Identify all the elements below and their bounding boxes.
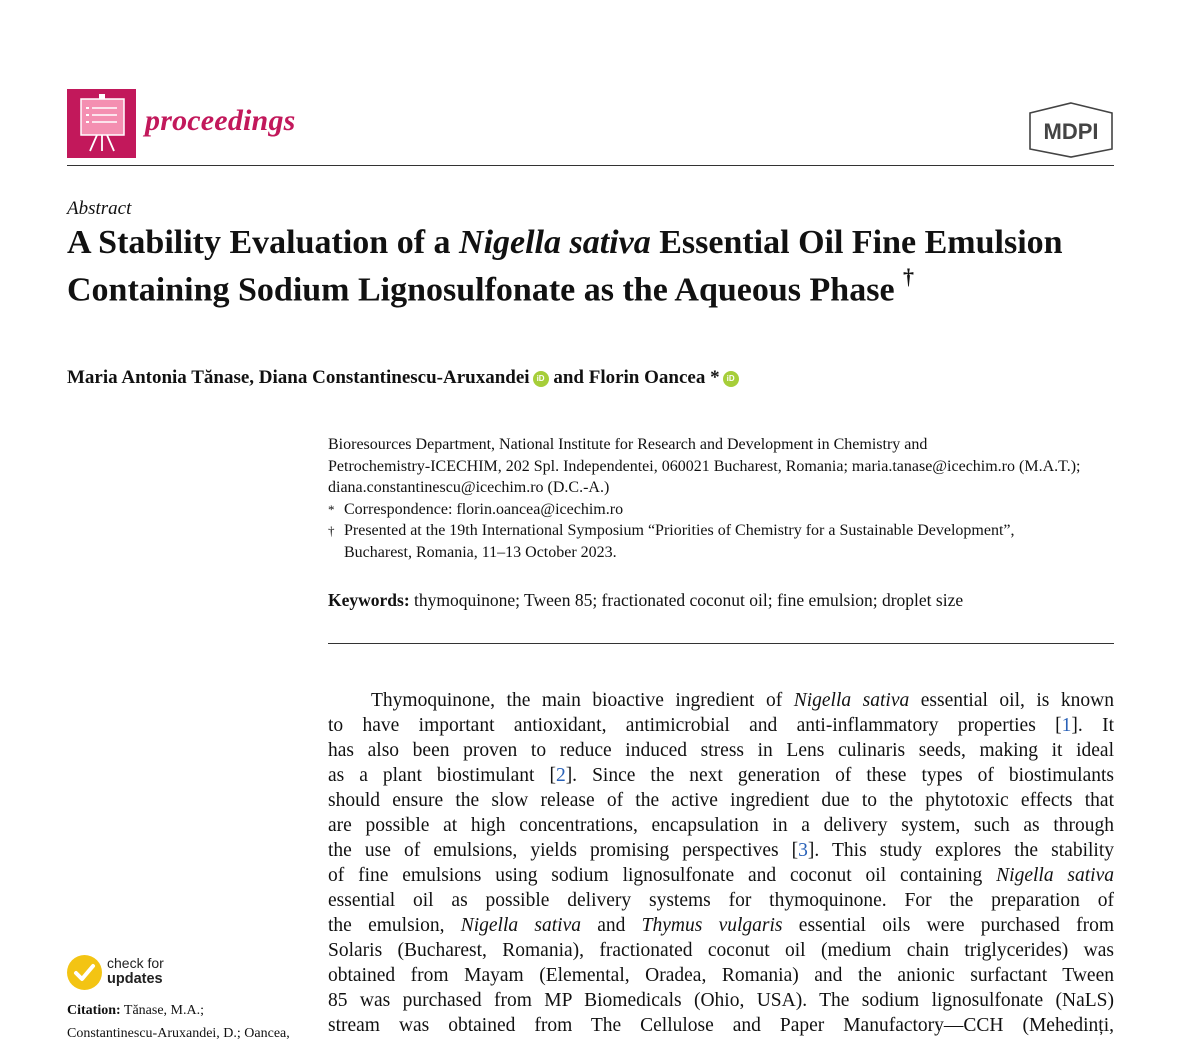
header-divider [67,165,1114,166]
check-updates-label-bold: updates [107,971,163,987]
body-line: should ensure the slow release of the active ingredient due to the phytotoxic effects that [328,790,1114,811]
body-line: has also been proven to reduce induced stress in Lens culinaris seeds, making it ideal [328,740,1114,761]
species-name: Nigella sativa [460,915,581,936]
body-line: the emulsion, Nigella sativa and Thymus vulgaris essential oils were purchased from [328,915,1114,936]
citation-link[interactable]: 3 [798,840,808,861]
affiliation-line: Bioresources Department, National Institute for Research and Development in Chemistry and [328,436,928,453]
species-name: Thymus vulgaris [641,915,783,936]
keywords-text: thymoquinone; Tween 85; fractionated coconut oil; fine emulsion; droplet size [409,590,964,610]
body-line: 85 was purchased from MP Biomedicals (Ohio, USA). The sodium lignosulfonate (NaLS) [328,990,1114,1011]
species-name: Nigella sativa [459,224,651,261]
orcid-icon[interactable]: iD [533,371,549,387]
check-updates-icon [67,955,102,990]
body-line: as a plant biostimulant [2]. Since the next generation of these types of biostimulants [328,765,1114,786]
presented-note: † Presented at the 19th International Symposium “Priorities of Chemistry for a Sustainable Development”, Bucharest, Romania, 11–13 October 2023. [328,522,1015,561]
publisher-logo [1028,101,1114,159]
correspondence-note: * Correspondence: florin.oancea@icechim.ro [328,500,624,518]
check-for-updates-button[interactable] [67,955,207,995]
author-3[interactable]: and Florin Oancea * [553,367,720,388]
citation-label: Citation: [67,1003,121,1018]
body-line: Solaris (Bucharest, Romania), fractionated coconut oil (medium chain triglycerides) was [328,940,1114,961]
article-title: A Stability Evaluation of a Nigella sativa Essential Oil Fine Emulsion Containing Sodium Lignosulfonate as the Aqueous Phase † [67,224,1063,309]
abstract-body [328,688,1114,1038]
orcid-icon[interactable]: iD [723,371,739,387]
species-name: Nigella sativa [793,690,910,711]
body-line: of fine emulsions using sodium lignosulfonate and coconut oil containing Nigella sativa [328,865,1114,886]
body-line: essential oil as possible delivery systems for thymoquinone. For the preparation of [328,890,1114,911]
keywords-label: Keywords: [328,590,410,610]
citation-link[interactable]: 1 [1061,715,1072,736]
body-line: the use of emulsions, yields promising perspectives [3]. This study explores the stability [328,840,1114,861]
body-line: obtained from Mayam (Elemental, Oradea, Romania) and the anionic surfactant Tween [328,965,1114,986]
author-1[interactable]: Maria Antonia Tănase, [67,367,255,388]
article-type: Abstract [67,198,132,219]
author-list [67,367,739,389]
section-divider [328,643,1114,644]
presentation-board-icon [67,89,136,158]
species-name: Nigella sativa [996,865,1114,886]
affiliation-line: diana.constantinescu@icechim.ro (D.C.-A.) [328,479,610,496]
affiliation-line: Petrochemistry-ICECHIM, 202 Spl. Independentei, 060021 Bucharest, Romania; maria.tanase@icechim.ro (M.A.T.); [328,457,1081,475]
body-line: Thymoquinone, the main bioactive ingredient of Nigella sativa essential oil, is known [371,690,1114,711]
citation-link[interactable]: 2 [555,765,566,786]
body-line: to have important antioxidant, antimicrobial and anti-inflammatory properties [1]. It [328,715,1114,736]
check-updates-label: check for [107,955,164,971]
body-line: stream was obtained from The Cellulose and Paper Manufactory—CCH (Mehedinți, [328,1015,1114,1036]
publisher-name: MDPI [1043,119,1099,144]
affiliations [328,434,1118,563]
author-2[interactable]: Diana Constantinescu-Aruxandei [258,367,530,388]
citation: Citation: Tănase, M.A.; Constantinescu-Aruxandei, D.; Oancea, [67,1003,290,1041]
title-footnote-mark: † [903,264,915,289]
body-line: are possible at high concentrations, encapsulation in a delivery system, such as through [328,815,1114,836]
journal-name: proceedings [145,104,296,137]
journal-logo [67,89,136,158]
keywords [328,590,1118,611]
